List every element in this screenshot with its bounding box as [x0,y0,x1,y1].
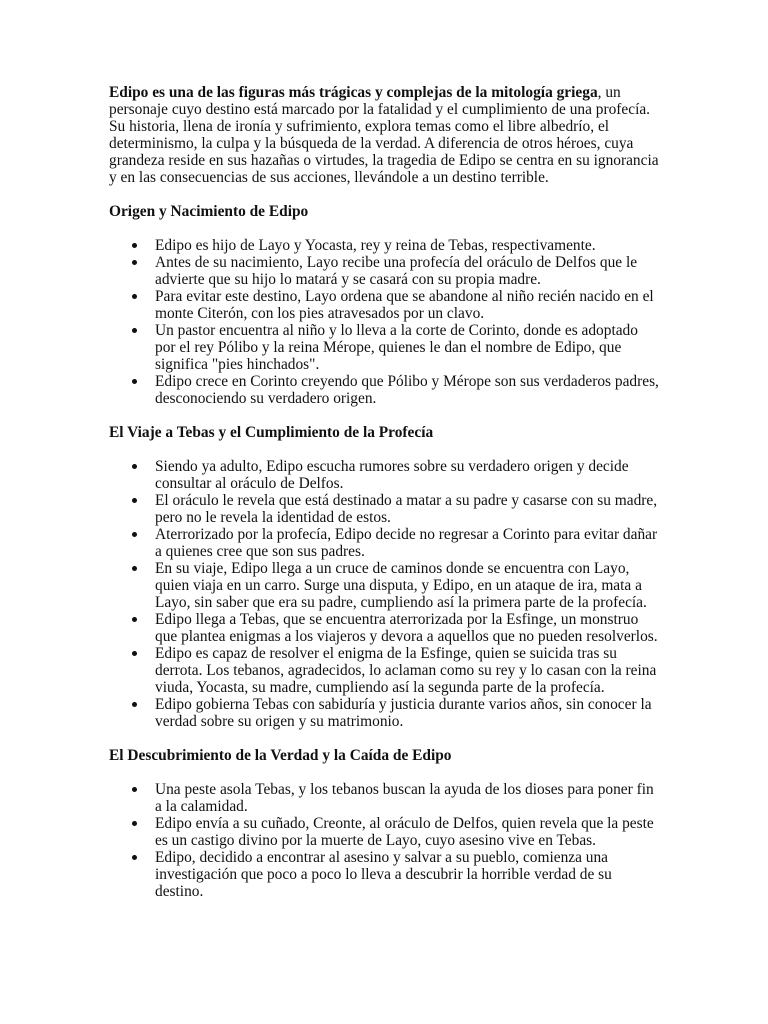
bullet-icon [132,532,137,537]
bullet-icon [132,379,137,384]
bullet-icon [132,787,137,792]
bullet-icon [132,855,137,860]
bullet-icon [132,464,137,469]
list-item-text: Siendo ya adulto, Edipo escucha rumores sobre su verdadero origen y decide consultar al oráculo de Delfos. [155,458,629,492]
bullet-icon [132,260,137,265]
list-item [109,492,661,526]
list-item [109,526,661,560]
section-descubrimiento [109,747,661,900]
list-item-text: Para evitar este destino, Layo ordena que se abandone al niño recién nacido en el monte Citerón, con los pies atravesados por un clavo. [155,288,654,322]
list-item [109,781,661,815]
list-item [109,560,661,611]
section-viaje [109,424,661,730]
list-item [109,611,661,645]
bullet-icon [132,328,137,333]
section-heading: El Descubrimiento de la Verdad y la Caída de Edipo [109,747,452,764]
list-item [109,237,661,254]
section-heading: Origen y Nacimiento de Edipo [109,203,309,220]
bullet-icon [132,617,137,622]
bullet-list [109,237,661,407]
list-item-text: Edipo, decidido a encontrar al asesino y salvar a su pueblo, comienza una investigación que poco a poco lo lleva a descubrir la horrible verdad de su destino. [155,849,612,900]
bullet-icon [132,243,137,248]
section-origen [109,203,661,407]
list-item-text: Edipo llega a Tebas, que se encuentra aterrorizada por la Esfinge, un monstruo que plantea enigmas a los viajeros y devora a aquellos que no pueden resolverlos. [155,611,658,645]
list-item [109,696,661,730]
list-item [109,458,661,492]
list-item-text: Edipo envía a su cuñado, Creonte, al oráculo de Delfos, quien revela que la peste es un castigo divino por la muerte de Layo, cuyo asesino vive en Tebas. [155,815,654,849]
list-item-text: Una peste asola Tebas, y los tebanos buscan la ayuda de los dioses para poner fin a la calamidad. [155,781,654,815]
list-item [109,254,661,288]
list-item-text: En su viaje, Edipo llega a un cruce de caminos donde se encuentra con Layo, quien viaja en un carro. Surge una disputa, y Edipo, en un ataque de ira, mata a Layo, sin saber que era su padre, cumpliendo así la primera parte de la profecía. [155,560,647,611]
list-item [109,815,661,849]
list-item [109,645,661,696]
list-item [109,322,661,373]
list-item-text: Edipo es capaz de resolver el enigma de la Esfinge, quien se suicida tras su derrota. Los tebanos, agradecidos, lo aclaman como su rey y lo casan con la reina viuda, Yocasta, su madre, cumpliendo así la segunda parte de la profecía. [155,645,657,696]
list-item-text: Antes de su nacimiento, Layo recibe una profecía del oráculo de Delfos que le advierte que su hijo lo matará y se casará con su propia madre. [155,254,638,288]
bullet-list [109,458,661,730]
list-item-text: El oráculo le revela que está destinado a matar a su padre y casarse con su madre, pero no le revela la identidad de estos. [155,492,658,526]
list-item-text: Edipo gobierna Tebas con sabiduría y justicia durante varios años, sin conocer la verdad sobre su origen y su matrimonio. [155,696,652,730]
bullet-icon [132,651,137,656]
intro-body-text: , un personaje cuyo destino está marcado por la fatalidad y el cumplimiento de una profecía. Su historia, llena de ironía y sufrimiento, explora temas como el libre albedrío, el determinismo, la culpa y la búsqueda de la verdad. A diferencia de otros héroes, cuya grandeza reside en sus hazañas o virtudes, la tragedia de Edipo se centra en su ignorancia y en las consecuencias de sus acciones, llevándole a un destino terrible. [109,84,659,186]
bullet-icon [132,566,137,571]
section-heading: El Viaje a Tebas y el Cumplimiento de la Profecía [109,424,434,441]
bullet-list [109,781,661,900]
bullet-icon [132,498,137,503]
intro-bold-lead: Edipo es una de las figuras más trágicas y complejas de la mitología griega [109,84,598,101]
list-item-text: Un pastor encuentra al niño y lo lleva a la corte de Corinto, donde es adoptado por el rey Pólibo y la reina Mérope, quienes le dan el nombre de Edipo, que significa "pies hinchados". [155,322,638,373]
list-item-text: Edipo crece en Corinto creyendo que Pólibo y Mérope son sus verdaderos padres, desconociendo su verdadero origen. [155,373,659,407]
list-item-text: Edipo es hijo de Layo y Yocasta, rey y reina de Tebas, respectivamente. [155,237,596,254]
list-item-text: Aterrorizado por la profecía, Edipo decide no regresar a Corinto para evitar dañar a quienes cree que son sus padres. [155,526,658,560]
bullet-icon [132,821,137,826]
list-item [109,288,661,322]
list-item [109,373,661,407]
intro-paragraph [109,84,661,186]
document-page [109,84,661,917]
list-item [109,849,661,900]
bullet-icon [132,702,137,707]
bullet-icon [132,294,137,299]
